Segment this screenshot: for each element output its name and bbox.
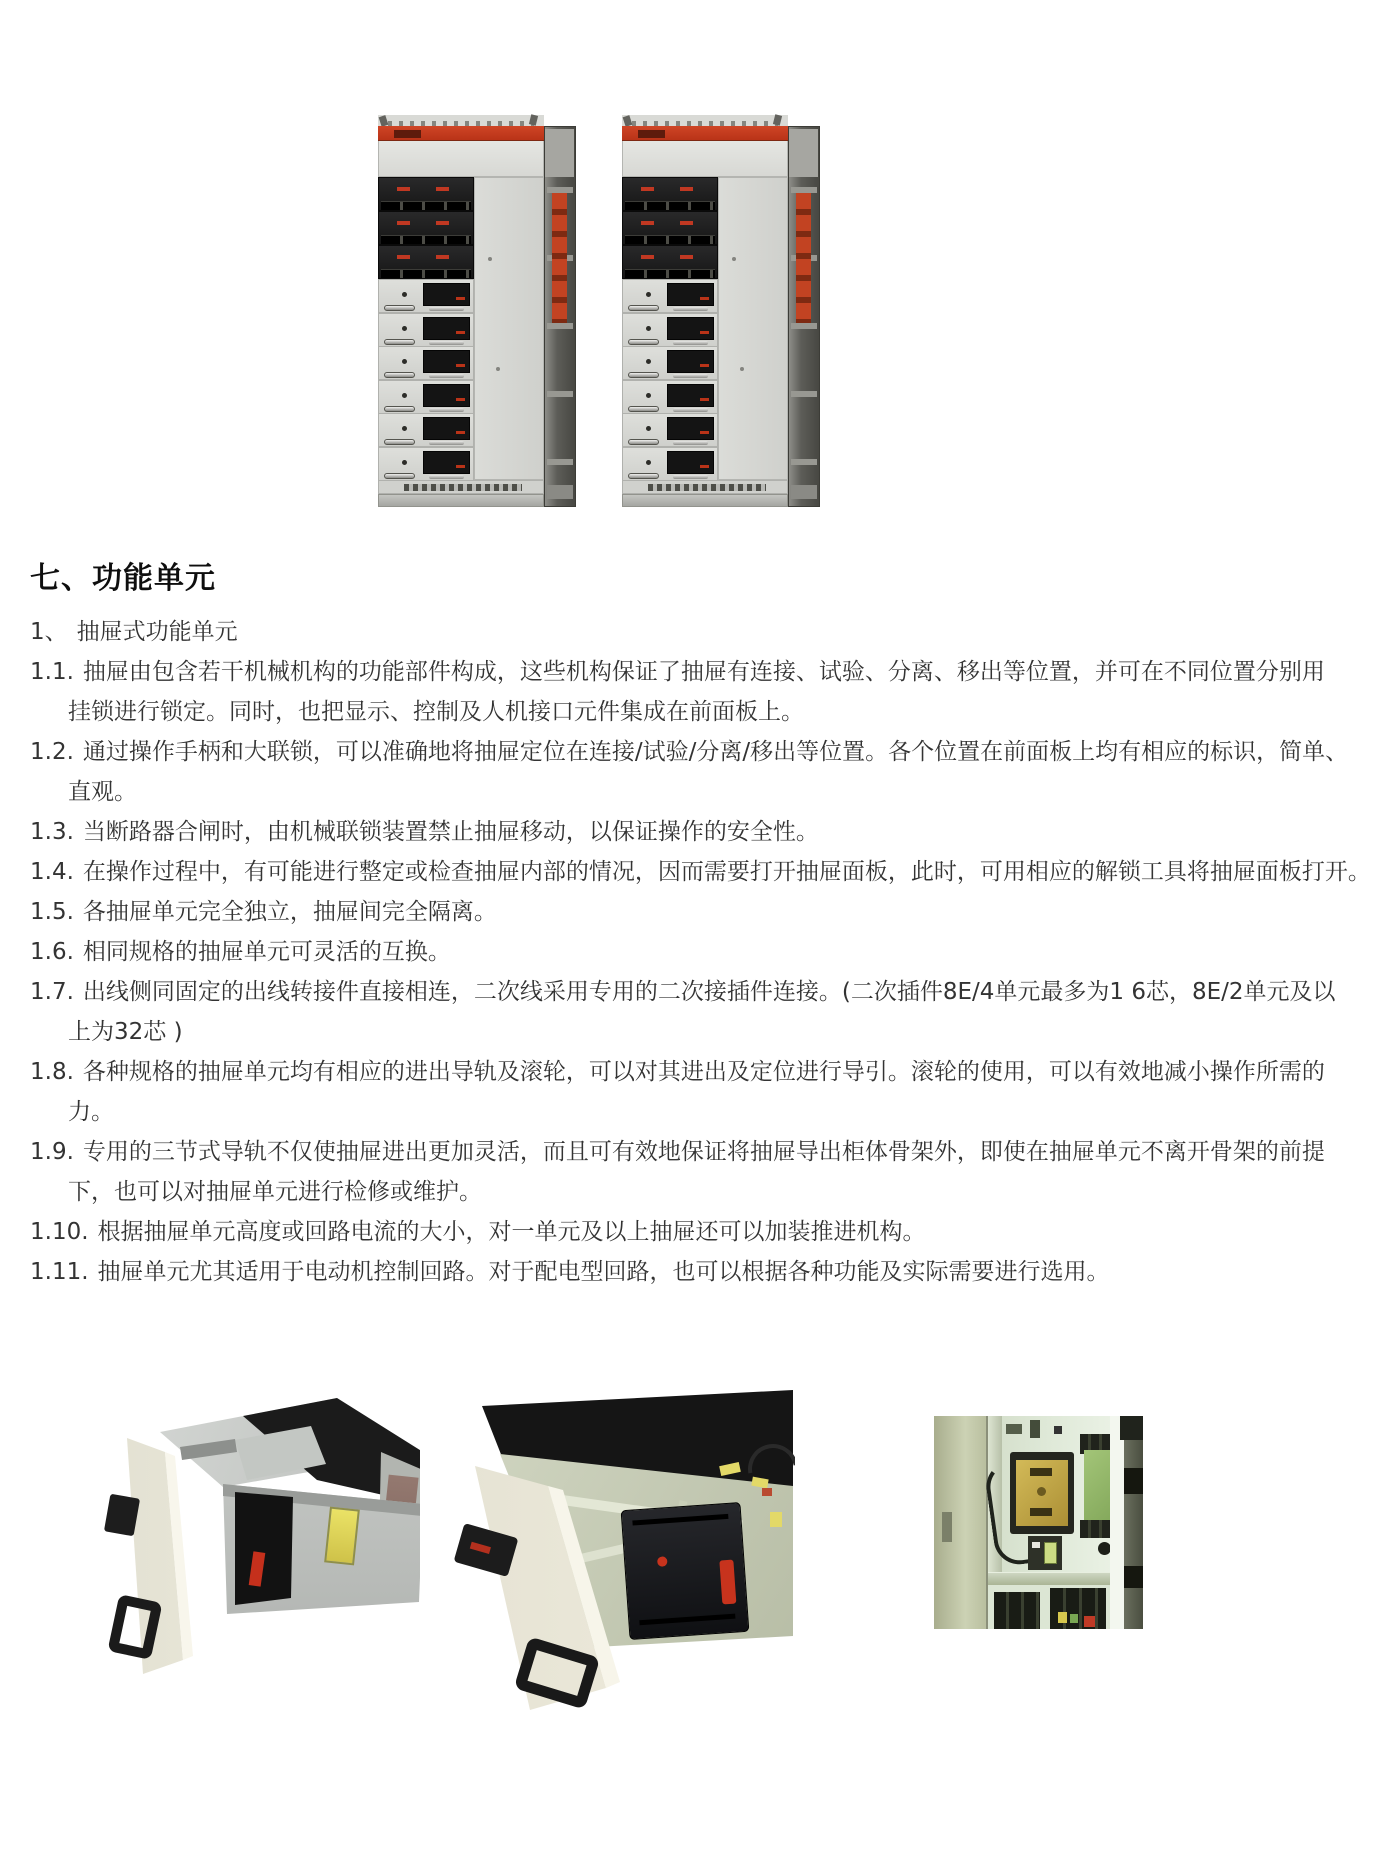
strip-connector: [1124, 1566, 1143, 1588]
terminal-block: [1050, 1588, 1106, 1629]
switch-module-black: [621, 1502, 750, 1640]
item-number: 1.5.: [30, 899, 74, 925]
wire-marker-red: [762, 1488, 772, 1496]
assembly-white-bit: [1032, 1542, 1040, 1548]
module-red-lever: [719, 1560, 736, 1605]
item-number: 1.2.: [30, 739, 74, 765]
item-text: 下，也可以对抽屉单元进行检修或维护。: [68, 1179, 482, 1205]
item-number: 1.8.: [30, 1059, 74, 1085]
item-text: 直观。: [68, 779, 137, 805]
photo-cabinet-interior: [934, 1416, 1143, 1629]
item-text: 各种规格的抽屉单元均有相应的进出导轨及滚轮，可以对其进出及定位进行导引。滚轮的使用，可以有效地减小操作所需的: [82, 1059, 1325, 1085]
module-red-button: [657, 1556, 668, 1567]
item-text: 根据抽屉单元高度或回路电流的大小，对一单元及以上抽屉还可以加装推进机构。: [97, 1219, 926, 1245]
terminal-dot-green: [1070, 1614, 1078, 1623]
item-number: 1.3.: [30, 819, 74, 845]
secondary-connector-yellow: [324, 1507, 360, 1566]
right-bright-strip: [1110, 1416, 1124, 1629]
item-text: 力。: [68, 1099, 114, 1125]
item-text: 各抽屉单元完全独立，抽屉间完全隔离。: [82, 899, 497, 925]
item-text: 抽屉单元尤其适用于电动机控制回路。对于配电型回路，也可以根据各种功能及实际需要进行选用。: [97, 1259, 1110, 1285]
item-number: 1.4.: [30, 859, 74, 885]
door-hinge: [942, 1512, 952, 1542]
item-text: 当断路器合闸时，由机械联锁装置禁止抽屉移动，以保证操作的安全性。: [82, 819, 819, 845]
item-text: 专用的三节式导轨不仅使抽屉进出更加灵活，而且可有效地保证将抽屉导出柜体骨架外，即使在抽屉单元不离开骨架的前提: [82, 1139, 1325, 1165]
photo-drawer-unit-open: [420, 1388, 795, 1815]
right-dark-strip: [1124, 1416, 1143, 1629]
photo-drawer-unit-angled: [85, 1392, 425, 1710]
item-text: 在操作过程中，有可能进行整定或检查抽屉内部的情况，因而需要打开抽屉面板，此时，可用相应的解锁工具将抽屉面板打开。: [82, 859, 1371, 885]
module-groove: [632, 1514, 728, 1526]
strip-connector: [1124, 1468, 1143, 1494]
top-bracket: [1054, 1426, 1062, 1434]
item-number: 1.10.: [30, 1219, 89, 1245]
brass-screw: [1037, 1487, 1046, 1496]
item-text: 上为32芯 ): [68, 1019, 183, 1045]
section-title: 七、功能单元: [30, 561, 216, 596]
item-number: 1.6.: [30, 939, 74, 965]
wire-marker-yellow: [770, 1512, 782, 1527]
item-number: 1.9.: [30, 1139, 74, 1165]
item-number: 1、: [30, 619, 68, 645]
top-bracket: [1030, 1420, 1040, 1438]
brass-slot: [1030, 1468, 1052, 1476]
assembly-connector-yellow: [1044, 1542, 1057, 1564]
lower-assembly: [1028, 1536, 1062, 1570]
item-text: 出线侧同固定的出线转接件直接相连，二次线采用专用的二次接插件连接。(二次插件8E/4单元最多为1 6芯，8E/2单元及以: [82, 979, 1336, 1005]
latch-red-mark: [470, 1542, 491, 1554]
terminal-dot-yellow: [1058, 1612, 1067, 1623]
item-number: 1.7.: [30, 979, 74, 1005]
brass-slot: [1030, 1508, 1052, 1516]
top-bracket: [1006, 1424, 1022, 1434]
module-groove: [639, 1614, 735, 1626]
item-number: 1.11.: [30, 1259, 89, 1285]
brass-plate: [1016, 1460, 1068, 1526]
terminal-dot-red: [1084, 1616, 1095, 1627]
item-number: 1.1.: [30, 659, 74, 685]
item-text: 挂锁进行锁定。同时，也把显示、控制及人机接口元件集成在前面板上。: [68, 699, 804, 725]
terminal-block: [994, 1592, 1040, 1629]
item-text: 相同规格的抽屉单元可灵活的互换。: [82, 939, 451, 965]
item-text: 抽屉由包含若干机械机构的功能部件构成，这些机构保证了抽屉有连接、试验、分离、移出等位置，并可在不同位置分别用: [82, 659, 1325, 685]
item-text: 抽屉式功能单元: [76, 619, 238, 645]
top-right-corner-piece: [1120, 1416, 1143, 1440]
item-text: 通过操作手柄和大联锁，可以准确地将抽屉定位在连接/试验/分离/移出等位置。各个位置在前面板上均有相应的标识，简单、: [82, 739, 1349, 765]
